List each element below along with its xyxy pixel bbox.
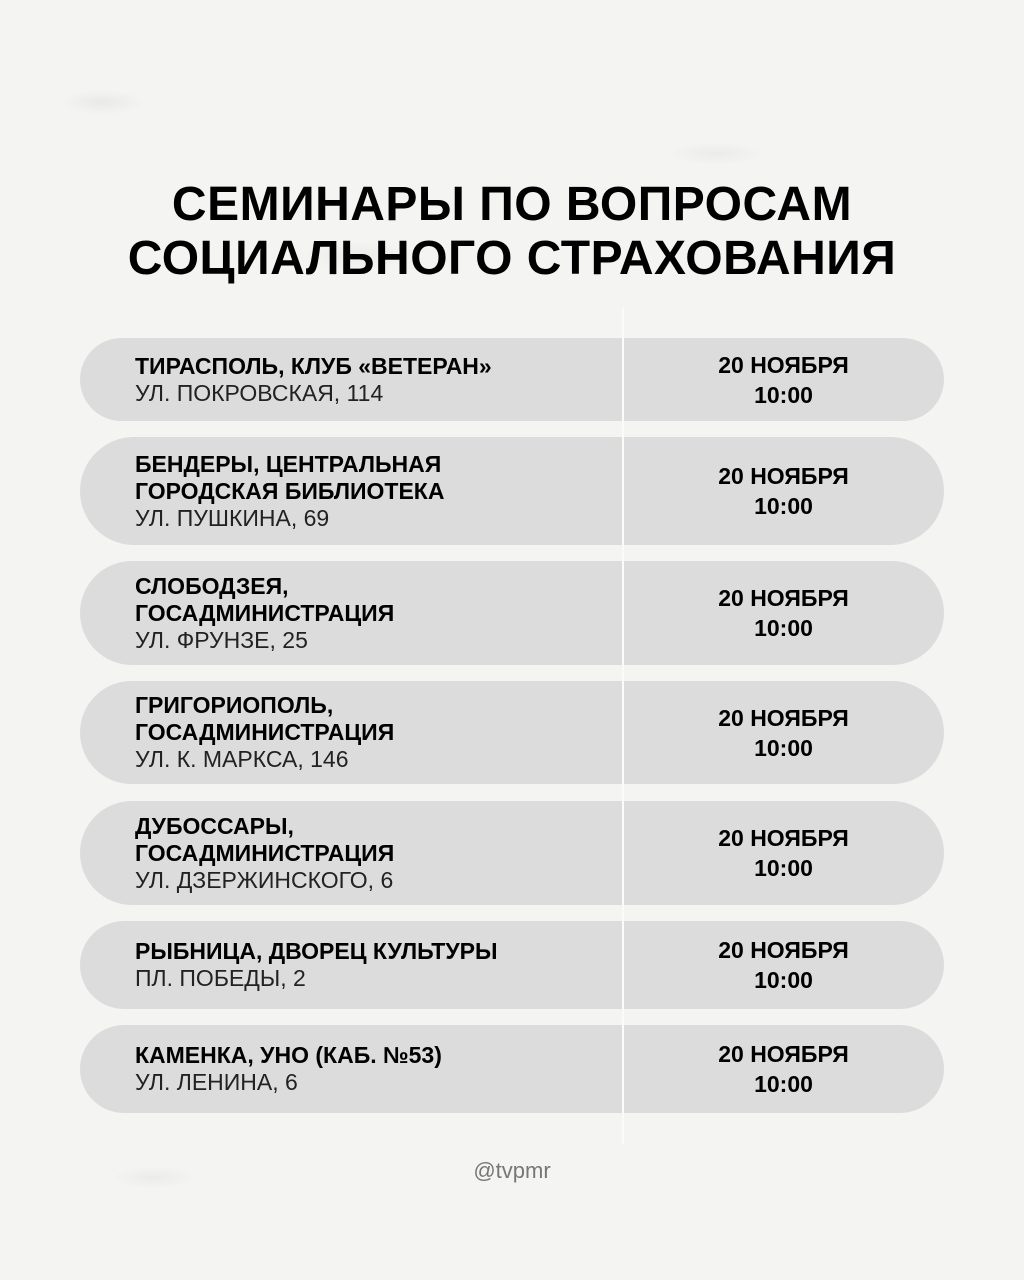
seminar-date: 20 НОЯБРЯ [718, 704, 849, 731]
venue-name: РЫБНИЦА, ДВОРЕЦ КУЛЬТУРЫ [135, 938, 498, 964]
seminar-card [80, 801, 944, 905]
seminar-time: 10:00 [754, 855, 813, 881]
seminar-card [80, 681, 944, 784]
venue-name: БЕНДЕРЫ, ЦЕНТРАЛЬНАЯ [135, 450, 442, 477]
seminar-datetime [623, 681, 944, 784]
venue-address: ПЛ. ПОБЕДЫ, 2 [135, 965, 306, 991]
venue-address: УЛ. ФРУНЗЕ, 25 [135, 626, 308, 653]
seminar-datetime [623, 801, 944, 905]
seminar-location [135, 437, 615, 545]
seminar-date: 20 НОЯБРЯ [718, 1041, 849, 1067]
venue-address: УЛ. К. МАРКСА, 146 [135, 746, 349, 772]
venue-name: ГОСАДМИНИСТРАЦИЯ [135, 719, 395, 745]
seminar-datetime [623, 921, 944, 1009]
venue-name: СЛОБОДЗЕЯ, [135, 572, 289, 599]
seminar-date: 20 НОЯБРЯ [718, 937, 849, 963]
column-divider [622, 308, 624, 1144]
venue-name: ТИРАСПОЛЬ, КЛУБ «ВЕТЕРАН» [135, 352, 492, 379]
seminar-location [135, 801, 615, 905]
venue-address: УЛ. ЛЕНИНА, 6 [135, 1069, 298, 1095]
seminar-card [80, 561, 944, 665]
social-handle: @tvpmr [473, 1158, 551, 1183]
venue-name: ГОСАДМИНИСТРАЦИЯ [135, 599, 395, 626]
venue-name: ДУБОССАРЫ, [135, 812, 294, 839]
venue-address: УЛ. ДЗЕРЖИНСКОГО, 6 [135, 866, 394, 893]
seminar-card [80, 437, 944, 545]
seminar-location [135, 1025, 615, 1113]
seminar-date: 20 НОЯБРЯ [718, 351, 849, 378]
title-line-2: СОЦИАЛЬНОГО СТРАХОВАНИЯ [127, 232, 897, 285]
seminar-card [80, 1025, 944, 1113]
seminar-date: 20 НОЯБРЯ [718, 825, 849, 851]
venue-address: УЛ. ПУШКИНА, 69 [135, 504, 330, 531]
seminar-card [80, 338, 944, 421]
seminar-date: 20 НОЯБРЯ [718, 585, 849, 611]
seminar-location [135, 681, 615, 784]
seminar-datetime [623, 338, 944, 421]
seminar-location [135, 921, 615, 1009]
seminar-datetime [623, 561, 944, 665]
seminar-time: 10:00 [754, 967, 813, 993]
seminar-time: 10:00 [754, 615, 813, 641]
seminar-datetime [623, 1025, 944, 1113]
seminar-time: 10:00 [754, 381, 813, 408]
seminar-time: 10:00 [754, 734, 813, 761]
venue-name: ГОСАДМИНИСТРАЦИЯ [135, 839, 395, 866]
seminar-time: 10:00 [754, 493, 813, 519]
seminar-date: 20 НОЯБРЯ [718, 463, 849, 489]
title-line-1: СЕМИНАРЫ ПО ВОПРОСАМ [171, 178, 853, 231]
venue-name: ГРИГОРИОПОЛЬ, [135, 692, 334, 718]
venue-address: УЛ. ПОКРОВСКАЯ, 114 [135, 379, 384, 406]
seminar-card [80, 921, 944, 1009]
venue-name: ГОРОДСКАЯ БИБЛИОТЕКА [135, 477, 445, 504]
venue-name: КАМЕНКА, УНО (КАБ. №53) [135, 1042, 442, 1068]
seminar-time: 10:00 [754, 1071, 813, 1097]
seminar-location [135, 561, 615, 665]
page-title [0, 178, 1024, 286]
seminar-location [135, 338, 615, 421]
seminar-datetime [623, 437, 944, 545]
